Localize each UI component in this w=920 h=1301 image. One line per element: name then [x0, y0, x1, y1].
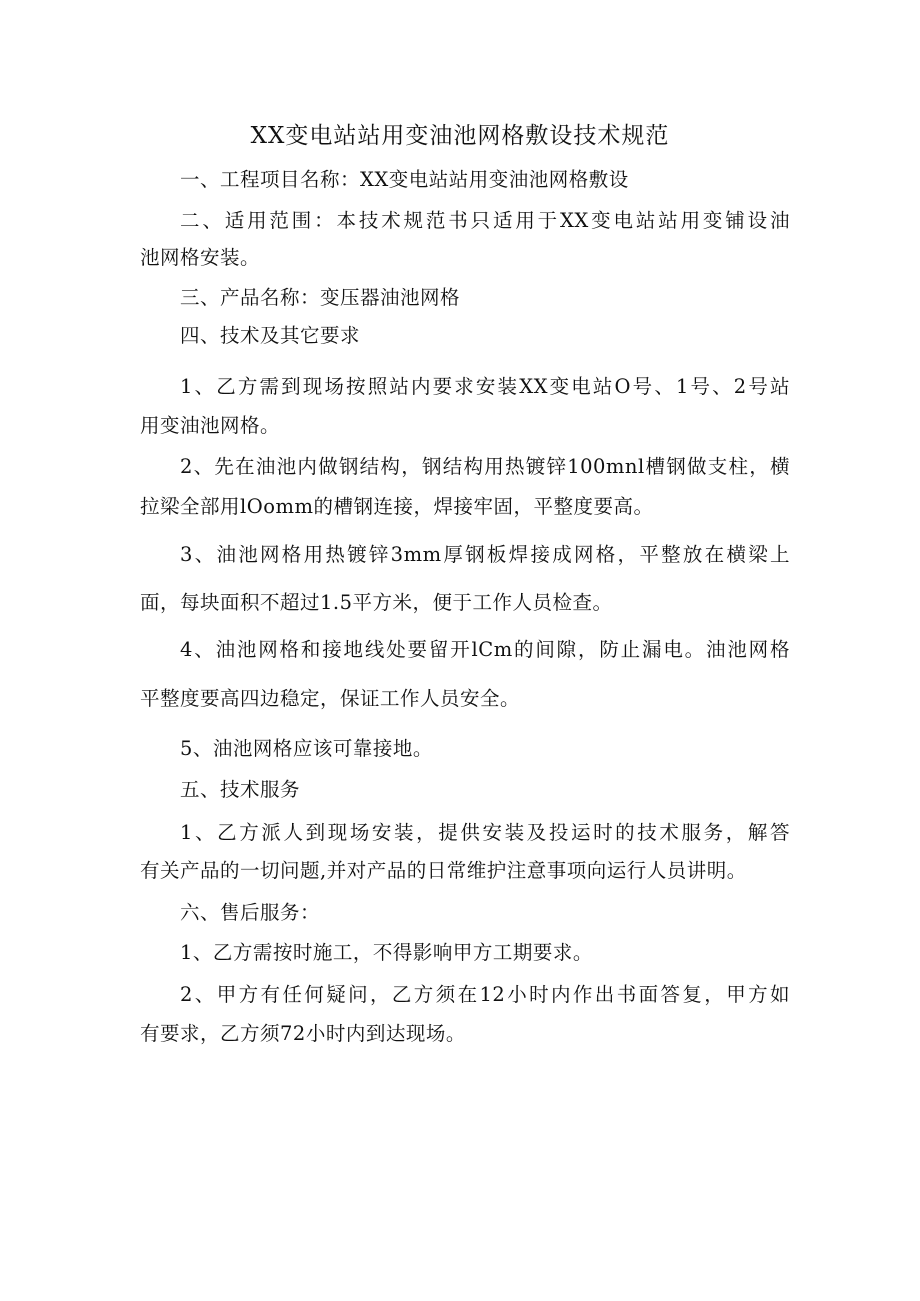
item-5-1-line-2: 有关产品的一切问题,并对产品的日常维护注意事项向运行人员讲明。	[140, 859, 747, 882]
item-6-2-line-1: 2、甲方有任何疑问，乙方须在12小时内作出书面答复，甲方如	[180, 983, 790, 1006]
section-2-scope-line-1: 二、适用范围：本技术规范书只适用于XX变电站站用变铺设油	[180, 209, 790, 232]
section-4-heading: 四、技术及其它要求	[180, 324, 361, 347]
section-6-heading: 六、售后服务：	[180, 901, 321, 924]
item-4-3-line-1: 3、油池网格用热镀锌3mm厚钢板焊接成网格，平整放在横梁上	[180, 543, 790, 566]
item-4-1-line-1: 1、乙方需到现场按照站内要求安装XX变电站O号、1号、2号站	[180, 375, 790, 398]
item-4-2-line-1: 2、先在油池内做钢结构，钢结构用热镀锌100mnl槽钢做支柱，横	[180, 455, 790, 478]
item-4-3-line-2: 面，每块面积不超过1.5平方米，便于工作人员检查。	[140, 591, 613, 614]
section-5-heading: 五、技术服务	[180, 778, 301, 801]
item-4-4-line-2: 平整度要高四边稳定，保证工作人员安全。	[140, 687, 521, 710]
section-2-scope-line-2: 池网格安装。	[140, 246, 261, 269]
item-4-4-line-1: 4、油池网格和接地线处要留开lCm的间隙，防止漏电。油池网格	[180, 638, 790, 661]
item-4-1-line-2: 用变油池网格。	[140, 414, 281, 437]
section-1-project-name: 一、工程项目名称：XX变电站站用变油池网格敷设	[180, 168, 629, 191]
section-3-product-name: 三、产品名称：变压器油池网格	[180, 286, 461, 309]
item-4-2-line-2: 拉梁全部用lOomm的槽钢连接，焊接牢固，平整度要高。	[140, 495, 654, 518]
document-title: XX变电站站用变油池网格敷设技术规范	[250, 123, 670, 149]
item-6-1: 1、乙方需按时施工，不得影响甲方工期要求。	[180, 941, 593, 964]
item-5-1-line-1: 1、乙方派人到现场安装，提供安装及投运时的技术服务，解答	[180, 821, 790, 844]
item-4-5: 5、油池网格应该可靠接地。	[180, 737, 433, 760]
item-6-2-line-2: 有要求，乙方须72小时内到达现场。	[140, 1022, 466, 1045]
